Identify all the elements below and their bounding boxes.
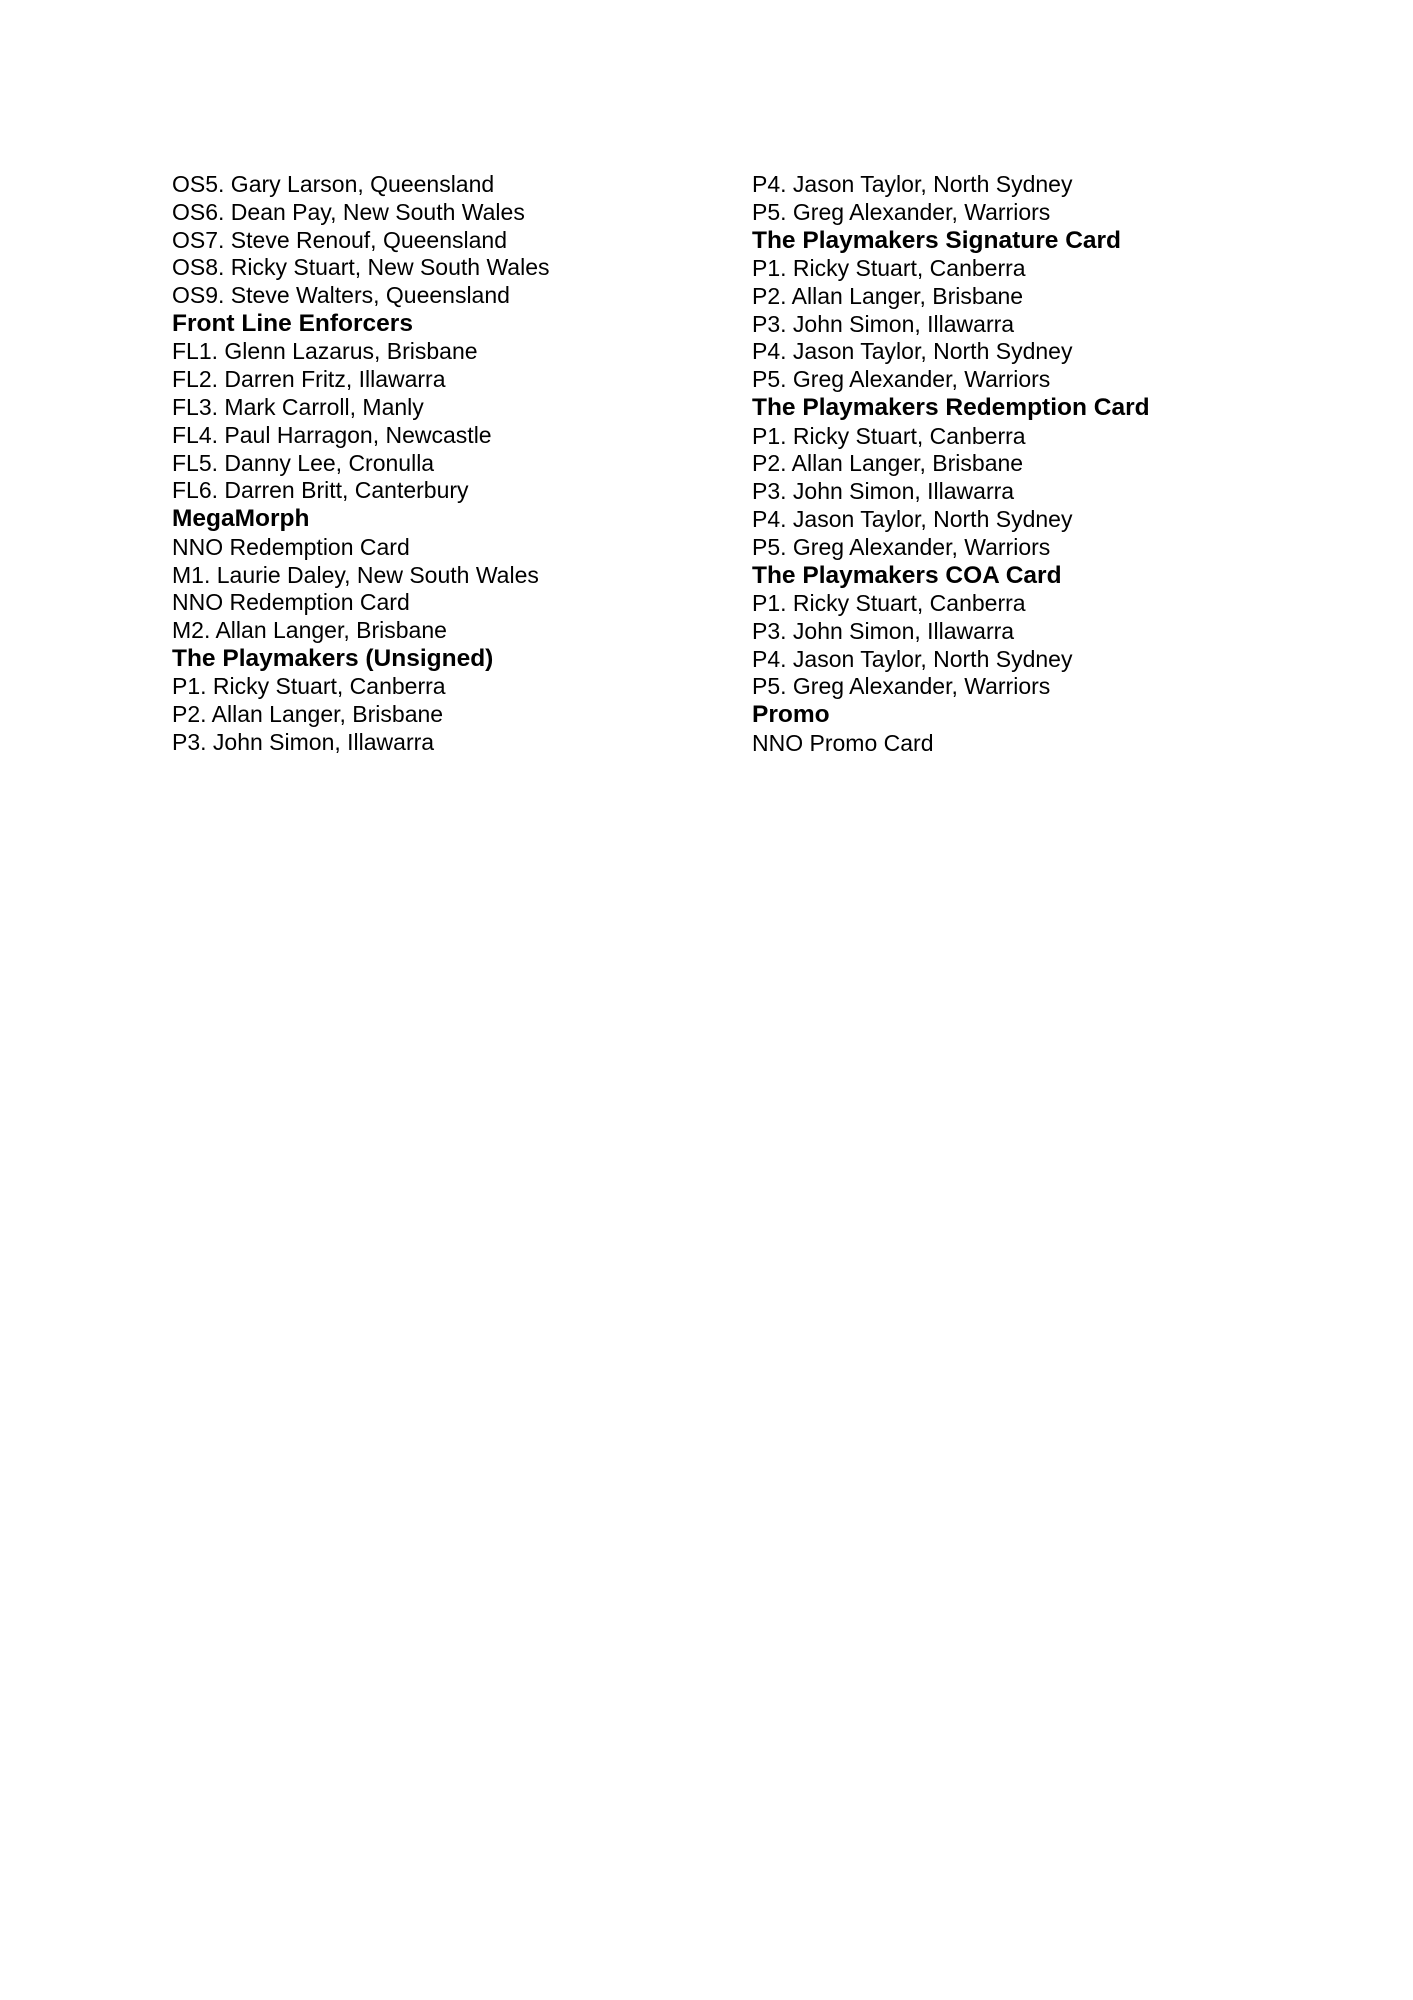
list-item: FL6. Darren Britt, Canterbury [172, 477, 469, 504]
list-item: P1. Ricky Stuart, Canberra [752, 255, 1026, 282]
list-item: P5. Greg Alexander, Warriors [752, 198, 1051, 225]
list-item: P2. Allan Langer, Brisbane [752, 282, 1024, 309]
list-item: P2. Allan Langer, Brisbane [752, 450, 1024, 477]
left-column [172, 171, 550, 757]
list-item: P3. John Simon, Illawarra [752, 478, 1015, 505]
section-heading-signature-card: The Playmakers Signature Card [752, 226, 1122, 254]
list-item: P1. Ricky Stuart, Canberra [752, 590, 1026, 617]
list-item: OS5. Gary Larson, Queensland [172, 171, 495, 197]
right-column [752, 171, 1150, 758]
list-item: P3. John Simon, Illawarra [752, 310, 1015, 337]
list-item: NNO Promo Card [752, 729, 934, 756]
section-heading-front-line-enforcers: Front Line Enforcers [172, 309, 413, 337]
section-heading-megamorph: MegaMorph [172, 505, 310, 533]
list-item: P1. Ricky Stuart, Canberra [172, 673, 446, 700]
list-item: FL5. Danny Lee, Cronulla [172, 449, 435, 476]
section-heading-promo: Promo [752, 701, 830, 729]
section-heading-redemption-card: The Playmakers Redemption Card [752, 394, 1150, 422]
list-item: P5. Greg Alexander, Warriors [752, 366, 1051, 393]
list-item: P5. Greg Alexander, Warriors [752, 533, 1051, 560]
list-item: P3. John Simon, Illawarra [172, 729, 435, 756]
list-item: P4. Jason Taylor, North Sydney [752, 338, 1073, 365]
list-item: P4. Jason Taylor, North Sydney [752, 171, 1073, 197]
section-heading-playmakers-unsigned: The Playmakers (Unsigned) [172, 644, 494, 672]
list-item: M2. Allan Langer, Brisbane [172, 617, 447, 644]
list-item: NNO Redemption Card [172, 589, 410, 616]
list-item: P4. Jason Taylor, North Sydney [752, 645, 1073, 672]
list-item: OS7. Steve Renouf, Queensland [172, 226, 507, 253]
list-item: NNO Redemption Card [172, 533, 410, 560]
list-item: FL1. Glenn Lazarus, Brisbane [172, 338, 478, 365]
list-item: OS9. Steve Walters, Queensland [172, 282, 510, 309]
list-item: P2. Allan Langer, Brisbane [172, 701, 444, 728]
list-item: P1. Ricky Stuart, Canberra [752, 422, 1026, 449]
list-item: FL4. Paul Harragon, Newcastle [172, 421, 492, 448]
list-item: OS8. Ricky Stuart, New South Wales [172, 254, 550, 281]
list-item: OS6. Dean Pay, New South Wales [172, 198, 525, 225]
list-item: P4. Jason Taylor, North Sydney [752, 505, 1073, 532]
list-item: P5. Greg Alexander, Warriors [752, 673, 1051, 700]
list-item: FL3. Mark Carroll, Manly [172, 394, 424, 421]
section-heading-coa-card: The Playmakers COA Card [752, 561, 1062, 589]
list-item: P3. John Simon, Illawarra [752, 617, 1015, 644]
list-item: FL2. Darren Fritz, Illawarra [172, 366, 446, 393]
list-item: M1. Laurie Daley, New South Wales [172, 561, 539, 588]
